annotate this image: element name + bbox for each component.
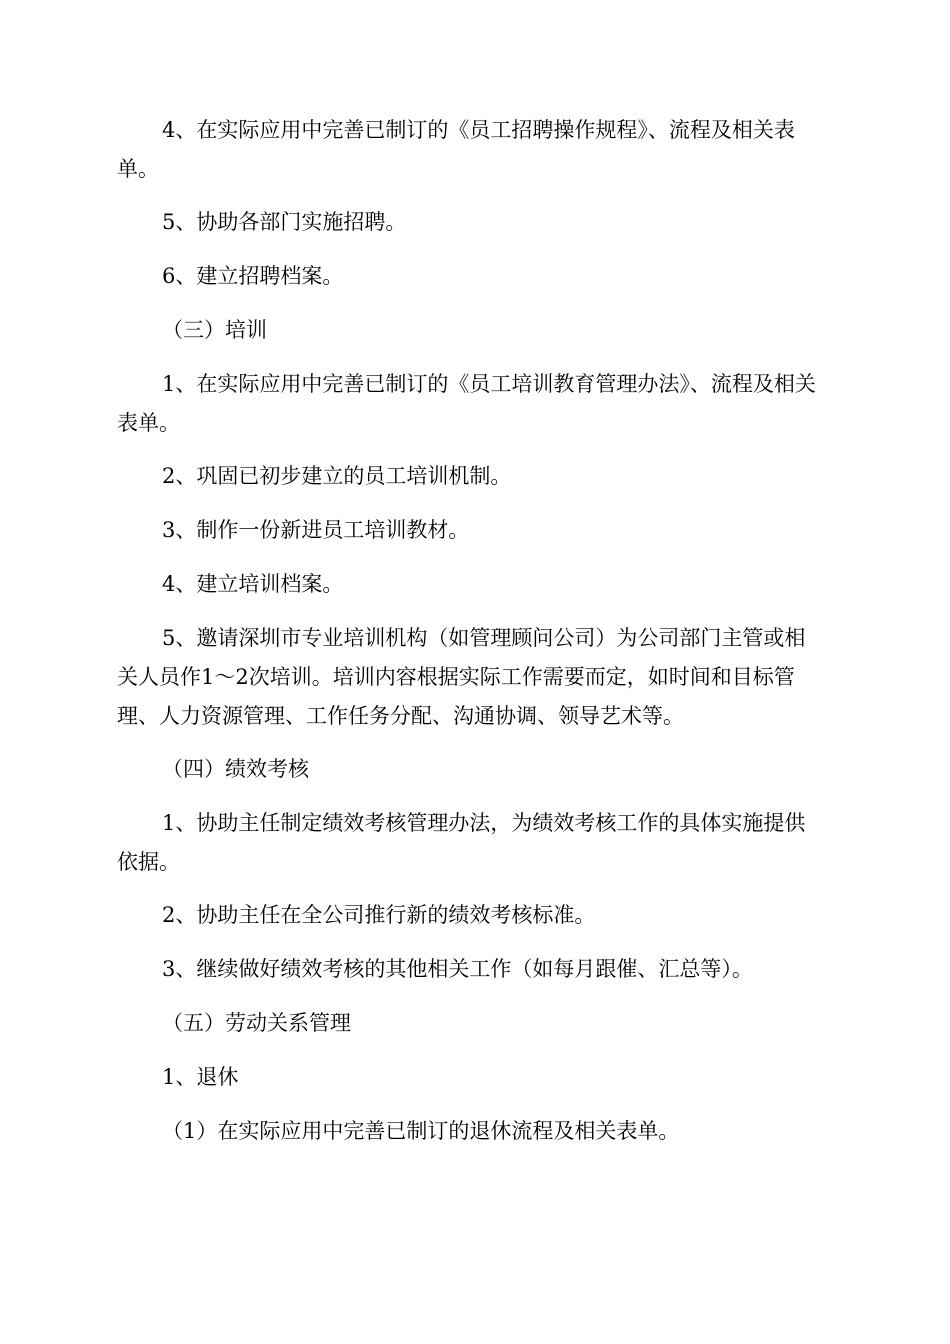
paragraph-training-5: 5、邀请深圳市专业培训机构（如管理顾问公司）为公司部门主管或相关人员作1～2次培训。培训内容根据实际工作需要而定，如时间和目标管理、人力资源管理、工作任务分配、沟通协调、领导艺术等。: [117, 626, 806, 728]
paragraph-performance-3: 3、继续做好绩效考核的其他相关工作（如每月跟催、汇总等）。: [162, 957, 753, 981]
paragraph-performance-1: 1、协助主任制定绩效考核管理办法，为绩效考核工作的具体实施提供依据。: [117, 811, 806, 874]
paragraph-recruit-4: 4、在实际应用中完善已制订的《员工招聘操作规程》、流程及相关表单。: [117, 118, 795, 181]
section-heading-training: （三）培训: [162, 318, 267, 342]
section-heading-performance: （四）绩效考核: [162, 757, 309, 781]
paragraph-retirement: 1、退休: [162, 1065, 239, 1089]
paragraph-recruit-6: 6、建立招聘档案。: [162, 264, 344, 288]
paragraph-training-3: 3、制作一份新进员工培训教材。: [162, 518, 470, 542]
paragraph-training-4: 4、建立培训档案。: [162, 572, 344, 596]
paragraph-retirement-1: （1）在实际应用中完善已制订的退休流程及相关表单。: [162, 1119, 680, 1143]
section-heading-labor-relations: （五）劳动关系管理: [162, 1011, 351, 1035]
paragraph-training-1: 1、在实际应用中完善已制订的《员工培训教育管理办法》、流程及相关表单。: [117, 372, 816, 435]
paragraph-training-2: 2、巩固已初步建立的员工培训机制。: [162, 464, 512, 488]
paragraph-performance-2: 2、协助主任在全公司推行新的绩效考核标准。: [162, 903, 596, 927]
paragraph-recruit-5: 5、协助各部门实施招聘。: [162, 210, 407, 234]
